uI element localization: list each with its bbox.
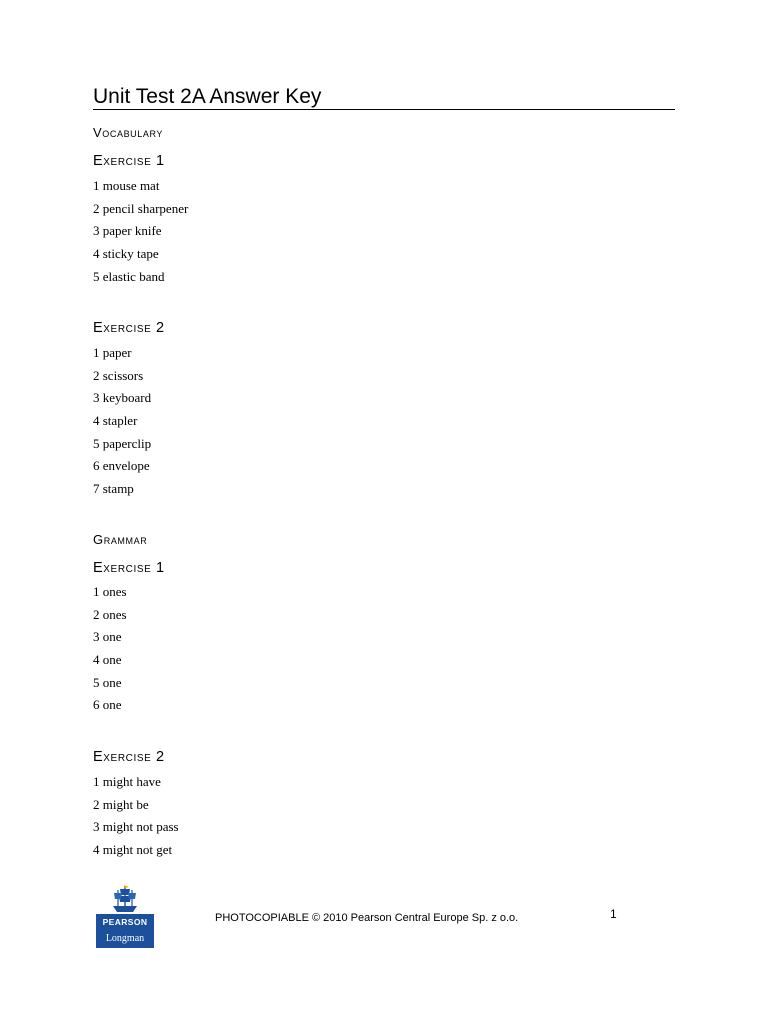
answer-item: 3 one: [93, 629, 122, 645]
answer-item: 2 pencil sharpener: [93, 200, 189, 216]
answer-item: 4 one: [93, 652, 122, 668]
answer-item: 2 scissors: [93, 367, 144, 383]
answer-list-vocabulary-1: [93, 178, 188, 291]
exercise-heading-vocabulary-2: Exercise 2: [93, 320, 165, 336]
exercise-heading-vocabulary-1: Exercise 1: [93, 153, 165, 169]
answer-item: 5 elastic band: [93, 268, 165, 284]
answer-item: 3 keyboard: [93, 390, 152, 406]
answer-item: 1 paper: [93, 345, 132, 360]
pearson-longman-logo: [96, 884, 154, 948]
answer-item: 7 stamp: [93, 481, 134, 497]
answer-item: 2 might be: [93, 796, 149, 812]
answer-item: 5 paperclip: [93, 435, 152, 451]
answer-item: 6 one: [93, 697, 122, 713]
copyright-notice: PHOTOCOPIABLE © 2010 Pearson Central Europe Sp. z o.o.: [215, 912, 519, 924]
logo-longman-text: Longman: [96, 930, 154, 948]
answer-item: 3 paper knife: [93, 223, 162, 239]
section-heading-grammar: Grammar: [93, 532, 148, 547]
answer-item: 4 might not get: [93, 842, 173, 858]
answer-item: 1 ones: [93, 584, 127, 599]
page-number: 1: [610, 907, 617, 921]
answer-item: 3 might not pass: [93, 819, 179, 835]
answer-list-grammar-2: [93, 774, 179, 865]
answer-list-vocabulary-2: [93, 345, 151, 504]
answer-item: 1 might have: [93, 774, 161, 789]
logo-pearson-text: PEARSON: [96, 914, 154, 930]
answer-item: 1 mouse mat: [93, 178, 160, 193]
exercise-heading-grammar-2: Exercise 2: [93, 749, 165, 765]
answer-item: 2 ones: [93, 606, 127, 622]
answer-item: 4 sticky tape: [93, 246, 159, 262]
ship-icon: [110, 884, 140, 914]
exercise-heading-grammar-1: Exercise 1: [93, 560, 165, 576]
answer-item: 6 envelope: [93, 458, 150, 474]
page-title: Unit Test 2A Answer Key: [93, 85, 322, 108]
section-heading-vocabulary: Vocabulary: [93, 125, 164, 140]
answer-item: 4 stapler: [93, 413, 138, 429]
title-divider: [93, 109, 675, 110]
answer-list-grammar-1: [93, 584, 127, 720]
answer-item: 5 one: [93, 674, 122, 690]
